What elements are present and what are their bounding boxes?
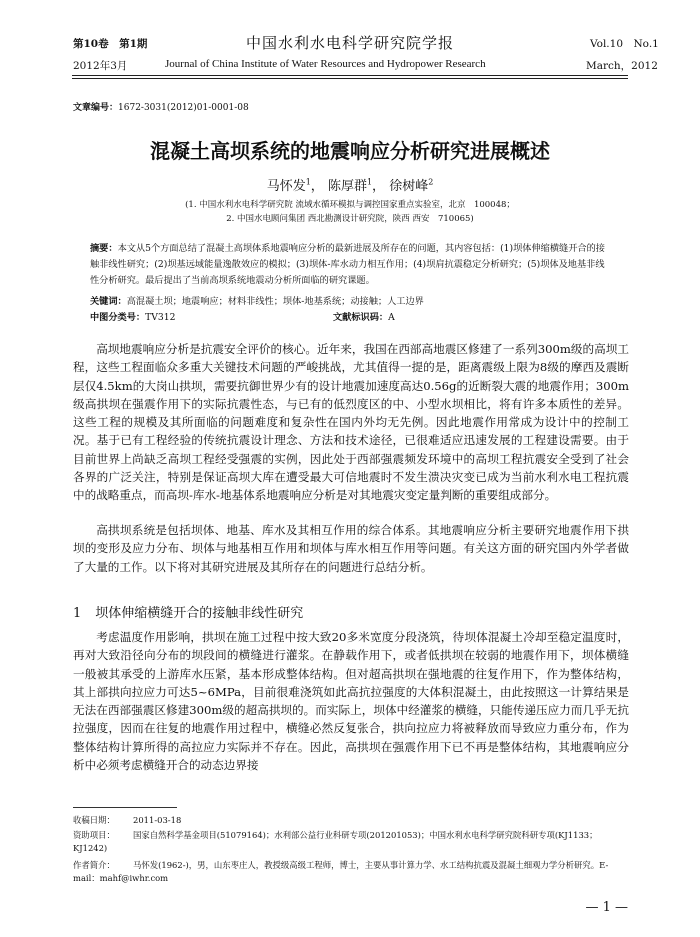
header-journal-en: Journal of China Institute of Water Resources and Hydropower Research [165, 58, 486, 70]
header-date-en: March，2012 [586, 60, 658, 72]
body-paragraph-1: 高坝地震响应分析是抗震安全评价的核心。近年来，我国在西部高地震区修建了一系列300m级的高坝工程，这些工程面临众多重大关键技术问题的严峻挑战，尤其值得一提的是，距离震级上限为8级的摩西及震断层仅4.5km的大岗山拱坝，需要抗御世界少有的设计地震加速度高达0.56g的近断裂大震的地震作用；300m级高拱坝在强震作用下的实际抗震性态，与已有的低烈度区的中、小型水坝相比，将有许多本质性的差异。这些工程的规模及其所面临的问题难度和复杂性在国内外均无先例。因此地震作用常成为设计中的控制工况。基于已有工程经验的传统抗震设计理念、方法和技术途径，已很难适应迅速发展的工程建设需要。由于目前世界上尚缺乏高坝工程经受强震的实例，因此处于西部强震频发环境中的高坝工程抗震安全受到了社会各界的广泛关注，特别是保证高坝大库在遭受最大可信地震时不发生溃决灾变已成为当前水利水电工程抗震中的战略重点，而高坝-库水-地基体系地震响应分析是对其地震灾变定量判断的重要组成部分。 [73, 342, 629, 503]
header-journal-cn: 中国水利水电科学研究院学报 [245, 34, 454, 52]
body-paragraph-2: 高拱坝系统是包括坝体、地基、库水及其相互作用的综合体系。其地震响应分析主要研究地震作用下拱坝的变形及应力分布、坝体与地基相互作用和坝体与库水相互作用等问题。有关这方面的研究国内外学者做了大量的工作。以下将对其研究进展及其所存在的问题进行总结分析。 [73, 523, 629, 574]
author-list: 马怀发$^1$， 陈厚群$^1$， 徐树峰$^2$ [266, 177, 434, 194]
affiliation-2: 2. 中国水电顾问集团 西北勘测设计研究院，陕西 西安 710065) [226, 214, 474, 224]
footnote-rule [73, 807, 177, 808]
affiliation-1: (1. 中国水利水电科学研究院 流域水循环模拟与调控国家重点实验室，北京 100048； [185, 200, 515, 210]
footnote-received: 收稿日期： 2011-03-18 [73, 815, 182, 825]
section-heading: 1 坝体伸缩横缝开合的接触非线性研究 [73, 606, 304, 621]
keywords: 关键词：高混凝土坝；地震响应；材料非线性；坝体-地基系统；动接触；人工边界 [90, 296, 424, 307]
author-name: 陈厚群 [327, 179, 367, 194]
footnote-author: 作者简介： 马怀发(1962-)，男，山东枣庄人，教授级高级工程师，博士，主要从事计算力学、水工结构抗震及混凝土细观力学分析研究。E-mail：mahf@iwhr.com [73, 860, 609, 883]
body-paragraph-3: 考虑温度作用影响，拱坝在施工过程中按大致20多米宽度分段浇筑，待坝体混凝土冷却至稳定温度时，再对大致沿径向分布的坝段间的横缝进行灌浆。在静载作用下，或者低拱坝在较弱的地震作用下，坝体横缝一般被其承受的上游库水压紧，基本形成整体结构。但对超高拱坝在强地震的往复作用下，作为整体结构，其上部拱向拉应力可达5~6MPa，目前很难浇筑如此高抗拉强度的大体积混凝土，由此按照这一计算结果是无法在西部强震区修建300m级的超高拱坝的。而实际上，坝体中经灌浆的横缝，只能传递压应力而几乎无抗拉强度，因而在往复的地震作用过程中，横缝必然反复张合，拱向拉应力将被释放而导致应力重分布，作为整体结构计算所得的高拉应力实际并不存在。因此，高拱坝在强震作用下已不再是整体结构，其地震响应分析中必须考虑横缝开合的动态边界接 [73, 630, 629, 773]
abstract: 摘要：本文从5个方面总结了混凝土高坝体系地震响应分析的最新进展及所存在的问题，其内容包括：(1)坝体伸缩横缝开合的接触非线性研究；(2)坝基远域能量逸散效应的模拟；(3)坝体-库水动力相互作用；(4)坝肩抗震稳定分析研究；(5)坝体及地基非线性分析研究。最后提出了当前高坝系统地震动分析所面临的研究课题。 [90, 243, 605, 286]
author-name: 马怀发 [266, 179, 306, 194]
header-volume-en: Vol.10 No.1 [590, 38, 659, 50]
footnote-funding: 资助项目： 国家自然科学基金项目(51079164)；水利部公益行业科研专项(201201053)；中国水利水电科学研究院科研专项(KJ1133；KJ1242) [73, 830, 598, 853]
header-rule-top [72, 75, 628, 76]
header-volume-cn: 第10卷 第1期 [73, 38, 148, 50]
paper-title: 混凝土高坝系统的地震响应分析研究进展概述 [150, 139, 550, 163]
header-rule-bottom [72, 78, 628, 79]
classification-code: 中图分类号：TV312 [90, 312, 176, 323]
header-date-cn: 2012年3月 [73, 60, 128, 72]
article-number: 文章编号：1672-3031(2012)01-0001-08 [73, 103, 249, 113]
author-name: 徐树峰 [389, 179, 429, 194]
page-number: — 1 — [585, 900, 628, 915]
document-code: 文献标识码：A [333, 312, 395, 323]
